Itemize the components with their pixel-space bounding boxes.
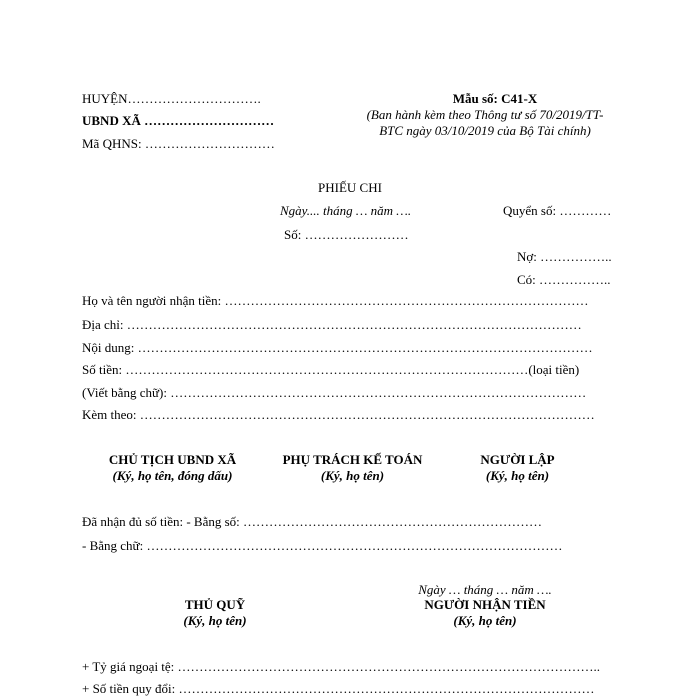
accountant-title: PHỤ TRÁCH KẾ TOÁN: [282, 452, 423, 467]
chairman-note: (Ký, họ tên, đóng dấu): [112, 468, 233, 483]
qhns-line: Mã QHNS: …………………………: [82, 136, 275, 151]
recipient-field: Họ và tên người nhận tiền: …………………………………………………………………………: [82, 293, 589, 308]
cashier-note: (Ký, họ tên): [183, 613, 247, 628]
received-number-line: Đã nhận đủ số tiền: - Bằng số: ……………………………………………………………: [82, 514, 543, 529]
amount-words-field: (Viết bằng chữ): ……………………………………………………………………………………: [82, 385, 587, 400]
issued-line-1: (Ban hành kèm theo Thông tư số 70/2019/TT-: [366, 107, 604, 122]
form-number: Mẫu số: C41-X: [452, 91, 538, 106]
credit-account: Có: ……………..: [517, 272, 611, 287]
received-words-line: - Bằng chữ: ……………………………………………………………………………………: [82, 538, 563, 553]
date-line-2: Ngày … tháng … năm ….: [418, 582, 552, 597]
debit-account: Nợ: ……………..: [517, 249, 612, 264]
date-line: Ngày.... tháng … năm ….: [280, 203, 412, 218]
preparer-note: (Ký, họ tên): [485, 468, 550, 483]
preparer-title: NGƯỜI LẬP: [480, 452, 555, 467]
attached-field: Kèm theo: ……………………………………………………………………………………………: [82, 407, 595, 422]
amount-field: Số tiền: …………………………………………………………………………………(loại tiền): [82, 362, 580, 377]
recipient-sign-note: (Ký, họ tên): [453, 613, 517, 628]
issued-line-2: BTC ngày 03/10/2019 của Bộ Tài chính): [379, 123, 591, 138]
book-number: Quyển số: …………: [503, 203, 612, 218]
recipient-sign-title: NGƯỜI NHẬN TIỀN: [424, 597, 546, 612]
chairman-title: CHỦ TỊCH UBND XÃ: [108, 452, 237, 467]
commune-line: UBND XÃ …………………………: [82, 113, 275, 128]
converted-amount-line: + Số tiền quy đổi: ……………………………………………………………………………………: [82, 681, 595, 696]
content-field: Nội dung: ……………………………………………………………………………………………: [82, 340, 593, 355]
cashier-title: THỦ QUỸ: [184, 597, 246, 612]
district-line: HUYỆN………………………….: [82, 91, 261, 106]
accountant-note: (Ký, họ tên): [320, 468, 385, 483]
address-field: Địa chỉ: ……………………………………………………………………………………………: [82, 317, 582, 332]
voucher-number: Số: ……………………: [284, 227, 409, 242]
document-title: PHIẾU CHI: [318, 180, 382, 195]
exchange-rate-line: + Tỷ giá ngoại tệ: ……………………………………………………………………………………..: [82, 659, 601, 674]
